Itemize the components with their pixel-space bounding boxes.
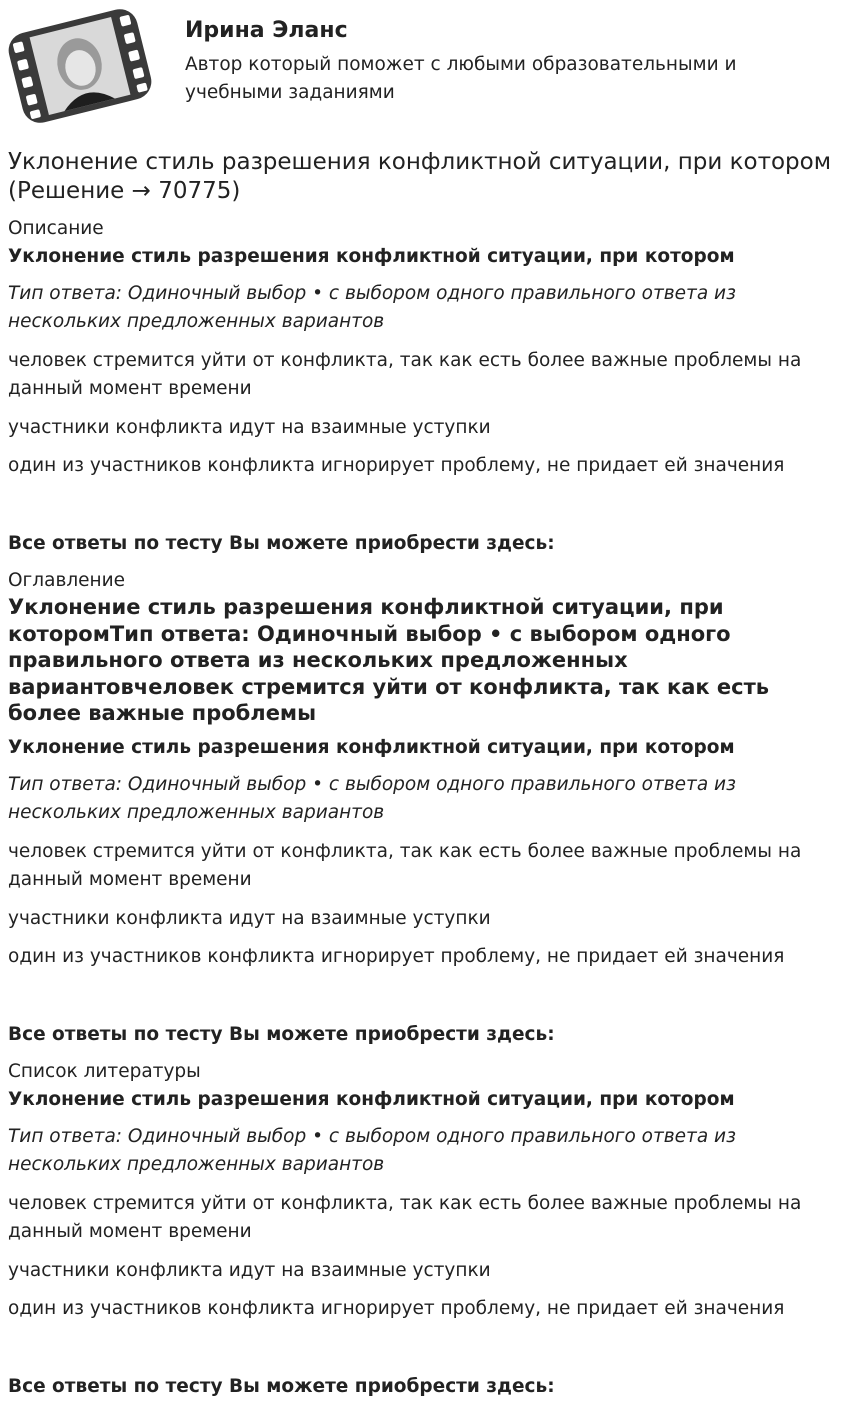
section-label: Описание [8,218,104,239]
answer-option: один из участников конфликта игнорирует проблему, не придает ей значения [8,455,785,476]
answer-option: один из участников конфликта игнорирует проблему, не придает ей значения [8,945,785,967]
toc-heading: Уклонение стиль разрешения конфликтной ситуации, при которомТип ответа: Одиночный выбор • с выбором одного правильного ответа из нескольких предложенных вариантовчеловек стремится уйти от конфликта, так как есть более важные проблемы [8,595,770,725]
film-strip-portrait-icon [8,6,152,126]
section-toc [8,570,838,1046]
answer-type: Тип ответа: Одиночный выбор • с выбором одного правильного ответа из нескольких предложенных вариантов [8,283,736,332]
answer-option: участники конфликта идут на взаимные уступки [8,417,491,438]
answer-option: человек стремится уйти от конфликта, так как есть более важные проблемы на данный момент времени [8,1192,802,1242]
section-label: Список литературы [8,1060,201,1082]
answer-type: Тип ответа: Одиночный выбор • с выбором одного правильного ответа из нескольких предложенных вариантов [8,773,736,823]
section-label: Оглавление [8,570,126,591]
answer-option: участники конфликта идут на взаимные уступки [8,907,491,929]
author-card [8,6,838,130]
author-description: Автор который поможет с любыми образовательными и учебными заданиями [185,54,737,103]
buy-answers-text: Все ответы по тесту Вы можете приобрести здесь: [8,1375,555,1397]
page-title: Уклонение стиль разрешения конфликтной ситуации, при котором (Решение → 70775) [8,149,832,204]
question-title: Уклонение стиль разрешения конфликтной ситуации, при котором [8,246,735,267]
question-title: Уклонение стиль разрешения конфликтной ситуации, при котором [8,1088,735,1110]
answer-option: человек стремится уйти от конфликта, так как есть более важные проблемы на данный момент времени [8,840,802,890]
buy-answers-text: Все ответы по тесту Вы можете приобрести здесь: [8,533,555,554]
buy-answers-text: Все ответы по тесту Вы можете приобрести здесь: [8,1023,555,1045]
section-literature [8,1061,838,1398]
answer-option: участники конфликта идут на взаимные уступки [8,1259,491,1281]
answer-option: человек стремится уйти от конфликта, так как есть более важные проблемы на данный момент времени [8,350,802,399]
section-description [8,218,838,555]
answer-option: один из участников конфликта игнорирует проблему, не придает ей значения [8,1297,785,1319]
answer-type: Тип ответа: Одиночный выбор • с выбором одного правильного ответа из нескольких предложенных вариантов [8,1125,736,1175]
author-name: Ирина Эланс [185,18,348,43]
content [8,148,838,1398]
question-title: Уклонение стиль разрешения конфликтной ситуации, при котором [8,736,735,758]
